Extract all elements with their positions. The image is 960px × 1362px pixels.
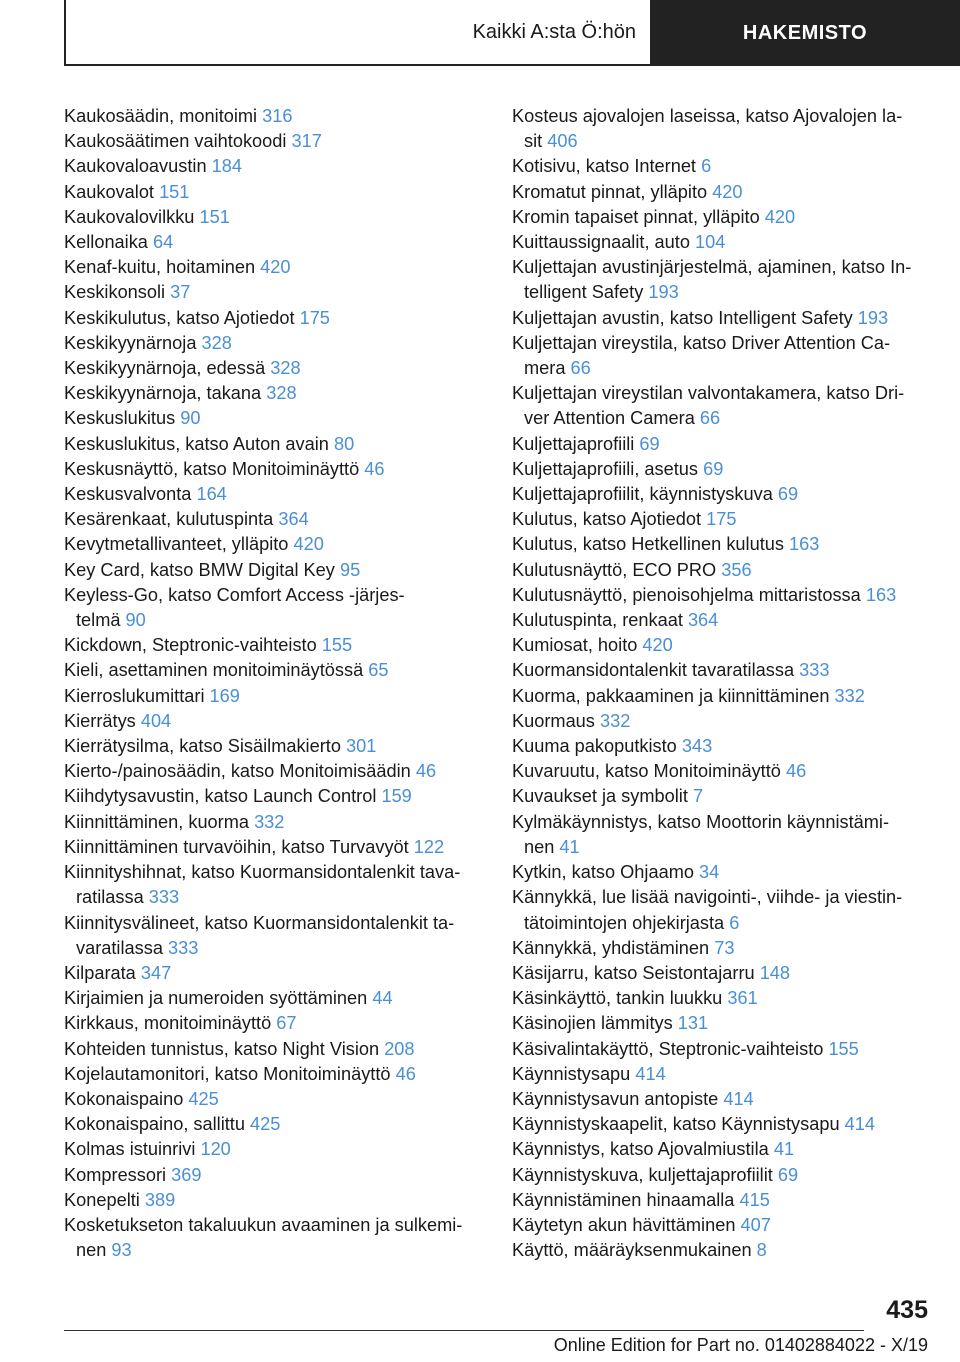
index-entry bbox=[64, 583, 484, 633]
index-entry bbox=[64, 1112, 484, 1137]
index-entry bbox=[64, 406, 484, 431]
index-entry-term: Kiihdytysavustin, katso Launch Control bbox=[64, 786, 377, 807]
index-entry bbox=[64, 1087, 484, 1112]
index-entry bbox=[512, 381, 932, 431]
index-page-link[interactable]: 93 bbox=[111, 1240, 132, 1261]
index-entry-term: Konepelti bbox=[64, 1189, 140, 1210]
index-entry-term: ratilassa bbox=[76, 887, 144, 908]
index-entry bbox=[512, 759, 932, 784]
index-entry bbox=[64, 709, 484, 734]
index-entry bbox=[64, 457, 484, 482]
index-entry-term: Käynnistyskuva, kuljettajaprofiilit bbox=[512, 1164, 773, 1185]
index-entry-term: Käsinojien lämmitys bbox=[512, 1013, 673, 1034]
index-page-link[interactable]: 414 bbox=[635, 1063, 666, 1084]
index-entry bbox=[64, 633, 484, 658]
index-entry bbox=[512, 961, 932, 986]
index-entry-term: Käsijarru, katso Seistontajarru bbox=[512, 962, 755, 983]
index-entry-term: Kulutuspinta, renkaat bbox=[512, 610, 683, 631]
index-entry-term: Kiinnittäminen, kuorma bbox=[64, 811, 249, 832]
index-entry bbox=[512, 1037, 932, 1062]
index-entry bbox=[64, 205, 484, 230]
index-entry bbox=[512, 1213, 932, 1238]
index-page-link[interactable]: 69 bbox=[703, 458, 724, 479]
index-page-link[interactable]: 420 bbox=[642, 635, 673, 656]
index-entry bbox=[64, 1137, 484, 1162]
index-page-link[interactable]: 361 bbox=[727, 988, 758, 1009]
index-page-link[interactable]: 44 bbox=[372, 988, 393, 1009]
index-entry-term: Käynnistäminen hinaamalla bbox=[512, 1189, 735, 1210]
index-page-link[interactable]: 420 bbox=[293, 534, 324, 555]
index-entry bbox=[512, 986, 932, 1011]
index-entry bbox=[512, 154, 932, 179]
index-entry bbox=[64, 180, 484, 205]
index-page-link[interactable]: 90 bbox=[180, 408, 201, 429]
index-entry-term: Kulutus, katso Hetkellinen kulutus bbox=[512, 534, 784, 555]
index-entry-term: nen bbox=[76, 1240, 107, 1261]
index-entry bbox=[64, 1188, 484, 1213]
index-entry bbox=[512, 532, 932, 557]
index-page-link[interactable]: 8 bbox=[756, 1240, 767, 1261]
index-entry bbox=[512, 734, 932, 759]
index-page-link[interactable]: 164 bbox=[196, 484, 227, 505]
index-page-link[interactable]: 7 bbox=[692, 786, 704, 807]
index-entry bbox=[64, 532, 484, 557]
index-page-link[interactable]: 389 bbox=[144, 1189, 176, 1210]
index-page-link[interactable]: 301 bbox=[346, 736, 377, 757]
index-entry-term: Käynnistysapu bbox=[512, 1063, 631, 1084]
index-entry bbox=[64, 356, 484, 381]
index-entry bbox=[512, 331, 932, 381]
index-entry-term: Kuvaruutu, katso Monitoiminäyttö bbox=[512, 761, 781, 782]
index-entry-term: Kuljettajaprofiili bbox=[512, 433, 635, 454]
index-entry-term: mera bbox=[524, 358, 566, 379]
index-entry-term: Kylmäkäynnistys, katso Moottorin käynnistämi- bbox=[512, 811, 890, 832]
index-entry bbox=[512, 633, 932, 658]
index-entry-term: Kilparata bbox=[64, 962, 136, 983]
index-entry-term: Kierrätys bbox=[64, 710, 136, 731]
index-entry bbox=[512, 1238, 932, 1263]
index-page-link[interactable]: 316 bbox=[262, 106, 293, 126]
index-entry bbox=[64, 911, 484, 961]
index-entry-term: Kierroslukumittari bbox=[64, 685, 205, 706]
index-entry-term: Käynnistyskaapelit, katso Käynnistysapu bbox=[512, 1114, 840, 1135]
index-entry bbox=[64, 331, 484, 356]
page-header bbox=[0, 0, 960, 66]
index-page-link[interactable]: 364 bbox=[278, 509, 309, 530]
index-page-link[interactable]: 328 bbox=[270, 358, 301, 379]
index-page-link[interactable]: 208 bbox=[384, 1038, 415, 1059]
index-page-link[interactable]: 332 bbox=[834, 685, 865, 706]
index-entry-term: Kuljettajan vireystila, katso Driver Attention Ca- bbox=[512, 332, 891, 353]
index-entry bbox=[64, 507, 484, 532]
index-page-link[interactable]: 425 bbox=[188, 1088, 219, 1109]
index-page-link[interactable]: 420 bbox=[764, 206, 796, 227]
index-entry bbox=[64, 986, 484, 1011]
header-tab-index[interactable]: HAKEMISTO bbox=[650, 0, 960, 66]
index-entry-term: Kellonaika bbox=[64, 232, 148, 253]
header-section-title: Kaikki A:sta Ö:hön bbox=[472, 20, 636, 43]
index-entry-term: Kulutusnäyttö, ECO PRO bbox=[512, 559, 717, 580]
index-page-link[interactable]: 163 bbox=[865, 584, 897, 605]
index-entry bbox=[64, 1062, 484, 1087]
index-page-link[interactable]: 151 bbox=[159, 181, 190, 202]
index-entry bbox=[512, 709, 932, 734]
index-entry bbox=[512, 306, 932, 331]
index-entry-term: Kromatut pinnat, ylläpito bbox=[512, 181, 708, 202]
index-entry-term: Käsivalintakäyttö, Steptronic-vaihteisto bbox=[512, 1038, 824, 1059]
index-entry bbox=[512, 860, 932, 885]
index-entry bbox=[512, 180, 932, 205]
index-entry-term: Kiinnityshihnat, katso Kuormansidontalenkit tava- bbox=[64, 862, 461, 883]
index-page-link[interactable]: 120 bbox=[200, 1139, 231, 1160]
index-entry bbox=[512, 1112, 932, 1137]
index-entry-term: Kulutusnäyttö, pienoisohjelma mittaristossa bbox=[512, 584, 861, 605]
index-page-link[interactable]: 328 bbox=[266, 383, 297, 404]
index-entry-term: Käynnistys, katso Ajovalmiustila bbox=[512, 1139, 769, 1160]
index-entry-term: Key Card, katso BMW Digital Key bbox=[64, 559, 335, 580]
index-page-link[interactable]: 175 bbox=[299, 307, 330, 328]
index-page-link[interactable]: 46 bbox=[785, 761, 807, 782]
index-entry-term: Kuormaus bbox=[512, 710, 595, 731]
index-entry-term: Kieli, asettaminen monitoiminäytössä bbox=[64, 660, 364, 681]
index-page-link[interactable]: 66 bbox=[570, 358, 591, 379]
index-entry-term: Kaukovalot bbox=[64, 181, 154, 202]
index-page-link[interactable]: 333 bbox=[799, 660, 830, 681]
index-column-left bbox=[64, 104, 484, 1263]
index-entry-term: Keskikyynärnoja bbox=[64, 332, 197, 353]
index-page-link[interactable]: 406 bbox=[547, 131, 578, 152]
index-page-link[interactable]: 356 bbox=[721, 559, 752, 580]
index-entry bbox=[64, 381, 484, 406]
index-entry bbox=[64, 432, 484, 457]
index-entry-term: Kännykkä, yhdistäminen bbox=[512, 937, 710, 958]
index-entry bbox=[512, 1087, 932, 1112]
index-entry-term: Kierrätysilma, katso Sisäilmakierto bbox=[64, 736, 341, 757]
index-entry bbox=[512, 104, 932, 154]
index-entry-term: Kotisivu, katso Internet bbox=[512, 156, 696, 177]
index-page-link[interactable]: 343 bbox=[681, 736, 713, 757]
index-page-link[interactable]: 333 bbox=[168, 937, 199, 958]
index-page-link[interactable]: 414 bbox=[844, 1114, 875, 1135]
index-entry bbox=[512, 583, 932, 608]
index-entry bbox=[512, 1062, 932, 1087]
index-entry bbox=[64, 154, 484, 179]
index-entry bbox=[64, 558, 484, 583]
index-entry bbox=[64, 482, 484, 507]
index-entry-term: Kuuma pakoputkisto bbox=[512, 736, 677, 757]
index-entry bbox=[512, 936, 932, 961]
index-page-link[interactable]: 41 bbox=[559, 836, 580, 857]
index-entry-term: Kosketukseton takaluukun avaaminen ja sulkemi- bbox=[64, 1214, 463, 1235]
footer-divider bbox=[64, 1330, 864, 1331]
index-page-link[interactable]: 67 bbox=[276, 1013, 297, 1034]
index-entry-term: Keskuslukitus bbox=[64, 408, 176, 429]
index-page-link[interactable]: 65 bbox=[368, 660, 389, 681]
index-page-link[interactable]: 155 bbox=[321, 635, 353, 656]
index-page-link[interactable]: 169 bbox=[209, 685, 240, 706]
index-entry bbox=[512, 658, 932, 683]
index-entry bbox=[64, 810, 484, 835]
index-entry-term: Kuormansidontalenkit tavaratilassa bbox=[512, 660, 795, 681]
index-entry bbox=[512, 432, 932, 457]
index-page-link[interactable]: 420 bbox=[712, 181, 743, 202]
index-entry-term: Keskikulutus, katso Ajotiedot bbox=[64, 307, 295, 328]
index-entry-term: Keskusvalvonta bbox=[64, 484, 192, 505]
index-entry bbox=[64, 255, 484, 280]
index-page-link[interactable]: 333 bbox=[148, 887, 180, 908]
index-entry bbox=[64, 860, 484, 910]
index-entry bbox=[64, 658, 484, 683]
index-entry-term: Kickdown, Steptronic-vaihteisto bbox=[64, 635, 317, 656]
index-entry-term: Käynnistysavun antopiste bbox=[512, 1088, 719, 1109]
index-entry-term: Keskuslukitus, katso Auton avain bbox=[64, 433, 329, 454]
index-page-link[interactable]: 46 bbox=[415, 761, 437, 782]
index-entry bbox=[512, 784, 932, 809]
index-entry-term: varatilassa bbox=[76, 937, 163, 958]
index-entry bbox=[512, 1188, 932, 1213]
index-page-link[interactable]: 155 bbox=[828, 1038, 859, 1059]
index-entry bbox=[64, 835, 484, 860]
index-entry-term: Kaukovalovilkku bbox=[64, 206, 195, 227]
index-entry bbox=[64, 684, 484, 709]
index-page-link[interactable]: 46 bbox=[395, 1063, 416, 1084]
index-entry-term: Kolmas istuinrivi bbox=[64, 1139, 196, 1160]
index-entry bbox=[64, 1037, 484, 1062]
index-entry bbox=[64, 1011, 484, 1036]
index-page-link[interactable]: 364 bbox=[687, 610, 719, 631]
index-page-link[interactable]: 193 bbox=[857, 307, 889, 328]
index-entry bbox=[512, 885, 932, 935]
index-page-link[interactable]: 347 bbox=[140, 962, 172, 983]
index-page-link[interactable]: 425 bbox=[250, 1114, 281, 1135]
index-entry bbox=[512, 1011, 932, 1036]
index-entry-term: Käsinkäyttö, tankin luukku bbox=[512, 988, 723, 1009]
index-entry-term: Kromin tapaiset pinnat, ylläpito bbox=[512, 206, 760, 227]
index-entry-term: Keskikyynärnoja, edessä bbox=[64, 358, 266, 379]
index-entry bbox=[64, 784, 484, 809]
index-entry bbox=[512, 558, 932, 583]
index-entry-term: Kulutus, katso Ajotiedot bbox=[512, 509, 702, 530]
index-entry-term: Käytetyn akun hävittäminen bbox=[512, 1214, 736, 1235]
index-entry-term: Kirjaimien ja numeroiden syöttäminen bbox=[64, 988, 368, 1009]
index-entry-term: Keskikyynärnoja, takana bbox=[64, 383, 262, 404]
index-entry bbox=[64, 230, 484, 255]
index-entry-term: Kokonaispaino bbox=[64, 1088, 184, 1109]
index-entry-term: Käyttö, määräyksenmukainen bbox=[512, 1240, 752, 1261]
index-page-link[interactable]: 131 bbox=[677, 1013, 709, 1034]
index-entry bbox=[512, 230, 932, 255]
index-page-link[interactable]: 328 bbox=[201, 332, 232, 353]
index-page-link[interactable]: 122 bbox=[413, 836, 445, 857]
index-entry bbox=[64, 961, 484, 986]
index-entry-term: Kuittaussignaalit, auto bbox=[512, 232, 690, 253]
index-entry-term: Kaukosäätimen vaihtokoodi bbox=[64, 131, 287, 152]
index-entry bbox=[64, 1163, 484, 1188]
index-page-link[interactable]: 66 bbox=[699, 408, 721, 429]
index-entry-term: Kuljettajan avustinjärjestelmä, ajaminen, katso In- bbox=[512, 257, 912, 278]
index-entry-term: tätoimintojen ohjekirjasta bbox=[524, 912, 725, 933]
index-entry-term: nen bbox=[524, 836, 555, 857]
index-page-link[interactable]: 73 bbox=[714, 937, 735, 958]
index-page-link[interactable]: 163 bbox=[789, 534, 820, 555]
index-page-link[interactable]: 69 bbox=[777, 484, 799, 505]
index-page-link[interactable]: 184 bbox=[211, 156, 242, 177]
index-entry bbox=[64, 104, 484, 129]
index-page-link[interactable]: 415 bbox=[739, 1189, 770, 1210]
index-page-link[interactable]: 34 bbox=[699, 862, 720, 883]
index-page-link[interactable]: 317 bbox=[291, 131, 322, 152]
index-page-link[interactable]: 69 bbox=[777, 1164, 799, 1185]
index-page-link[interactable]: 69 bbox=[639, 433, 660, 454]
index-entry-term: Kaukovaloavustin bbox=[64, 156, 207, 177]
index-entry-term: Kojelautamonitori, katso Monitoiminäyttö bbox=[64, 1063, 391, 1084]
index-entry bbox=[512, 457, 932, 482]
index-entry bbox=[512, 1163, 932, 1188]
footer-edition-text: Online Edition for Part no. 01402884022 - X/19 bbox=[553, 1335, 928, 1355]
index-page-link[interactable]: 6 bbox=[729, 912, 740, 933]
index-entry-term: Kännykkä, lue lisää navigointi-, viihde- ja viestin- bbox=[512, 887, 903, 908]
index-page-link[interactable]: 6 bbox=[701, 156, 712, 177]
index-entry-term: Kesärenkaat, kulutuspinta bbox=[64, 509, 274, 530]
page-number: 435 bbox=[886, 1296, 928, 1324]
index-entry-term: Keyless-Go, katso Comfort Access -järjes- bbox=[64, 584, 405, 605]
index-entry bbox=[512, 255, 932, 305]
index-page-link[interactable]: 175 bbox=[706, 509, 737, 530]
index-page-link[interactable]: 407 bbox=[740, 1214, 771, 1235]
index-page-link[interactable]: 148 bbox=[759, 962, 791, 983]
index-page-link[interactable]: 151 bbox=[199, 206, 230, 227]
index-entry-term: Kosteus ajovalojen laseissa, katso Ajovalojen la- bbox=[512, 106, 903, 126]
index-entry-term: sit bbox=[524, 131, 543, 152]
index-entry-term: Kaukosäädin, monitoimi bbox=[64, 106, 258, 126]
index-entry-term: Kierto-/painosäädin, katso Monitoimisäädin bbox=[64, 761, 411, 782]
index-page-link[interactable]: 37 bbox=[170, 282, 191, 303]
index-entry bbox=[64, 280, 484, 305]
index-entry-term: Kiinnittäminen turvavöihin, katso Turvavyöt bbox=[64, 836, 409, 857]
index-page-link[interactable]: 95 bbox=[339, 559, 361, 580]
index-entry-term: telligent Safety bbox=[524, 282, 644, 303]
index-column-right bbox=[512, 104, 932, 1263]
index-page-link[interactable]: 332 bbox=[599, 710, 631, 731]
index-entry-term: telmä bbox=[76, 610, 121, 631]
index-entry-term: Kumiosat, hoito bbox=[512, 635, 638, 656]
index-entry-term: Kuljettajaprofiilit, käynnistyskuva bbox=[512, 484, 773, 505]
index-entry bbox=[512, 684, 932, 709]
index-page-link[interactable]: 404 bbox=[140, 710, 172, 731]
index-entry-term: Kiinnitysvälineet, katso Kuormansidontalenkit ta- bbox=[64, 912, 455, 933]
index-entry-term: Kompressori bbox=[64, 1164, 167, 1185]
index-entry bbox=[64, 1213, 484, 1263]
index-entry-term: Kuorma, pakkaaminen ja kiinnittäminen bbox=[512, 685, 830, 706]
index-entry-term: ver Attention Camera bbox=[524, 408, 695, 429]
index-entry bbox=[512, 608, 932, 633]
index-entry-term: Kenaf-kuitu, hoitaminen bbox=[64, 257, 256, 278]
index-page-link[interactable]: 332 bbox=[254, 811, 285, 832]
index-page-link[interactable]: 369 bbox=[171, 1164, 202, 1185]
index-entry-term: Kevytmetallivanteet, ylläpito bbox=[64, 534, 289, 555]
index-entry-term: Kuljettajan vireystilan valvontakamera, katso Dri- bbox=[512, 383, 905, 404]
index-entry-term: Kuvaukset ja symbolit bbox=[512, 786, 688, 807]
index-entry bbox=[512, 507, 932, 532]
index-entry-term: Kokonaispaino, sallittu bbox=[64, 1114, 245, 1135]
header-divider-horizontal bbox=[64, 64, 650, 66]
index-entry-term: Keskusnäyttö, katso Monitoiminäyttö bbox=[64, 458, 360, 479]
index-page-link[interactable]: 159 bbox=[381, 786, 412, 807]
index-page-link[interactable]: 46 bbox=[364, 458, 385, 479]
index-page-link[interactable]: 64 bbox=[152, 232, 174, 253]
index-entry bbox=[512, 482, 932, 507]
index-entry bbox=[512, 205, 932, 230]
index-page-link[interactable]: 41 bbox=[773, 1139, 795, 1160]
index-entry bbox=[64, 734, 484, 759]
index-entry bbox=[64, 129, 484, 154]
index-entry-term: Kytkin, katso Ohjaamo bbox=[512, 862, 694, 883]
index-page-link[interactable]: 414 bbox=[723, 1088, 754, 1109]
index-entry-term: Kuljettajaprofiili, asetus bbox=[512, 458, 699, 479]
index-entry bbox=[512, 810, 932, 860]
index-page-link[interactable]: 420 bbox=[260, 257, 291, 278]
index-entry-term: Kuljettajan avustin, katso Intelligent Safety bbox=[512, 307, 853, 328]
index-entry bbox=[64, 759, 484, 784]
index-page-link[interactable]: 80 bbox=[333, 433, 355, 454]
index-entry-term: Kirkkaus, monitoiminäyttö bbox=[64, 1013, 272, 1034]
index-entry-term: Kohteiden tunnistus, katso Night Vision bbox=[64, 1038, 380, 1059]
index-page-link[interactable]: 193 bbox=[648, 282, 679, 303]
index-entry bbox=[512, 1137, 932, 1162]
index-entry bbox=[64, 306, 484, 331]
index-entry-term: Keskikonsoli bbox=[64, 282, 166, 303]
index-page-link[interactable]: 90 bbox=[125, 610, 146, 631]
index-page-link[interactable]: 104 bbox=[695, 232, 726, 253]
